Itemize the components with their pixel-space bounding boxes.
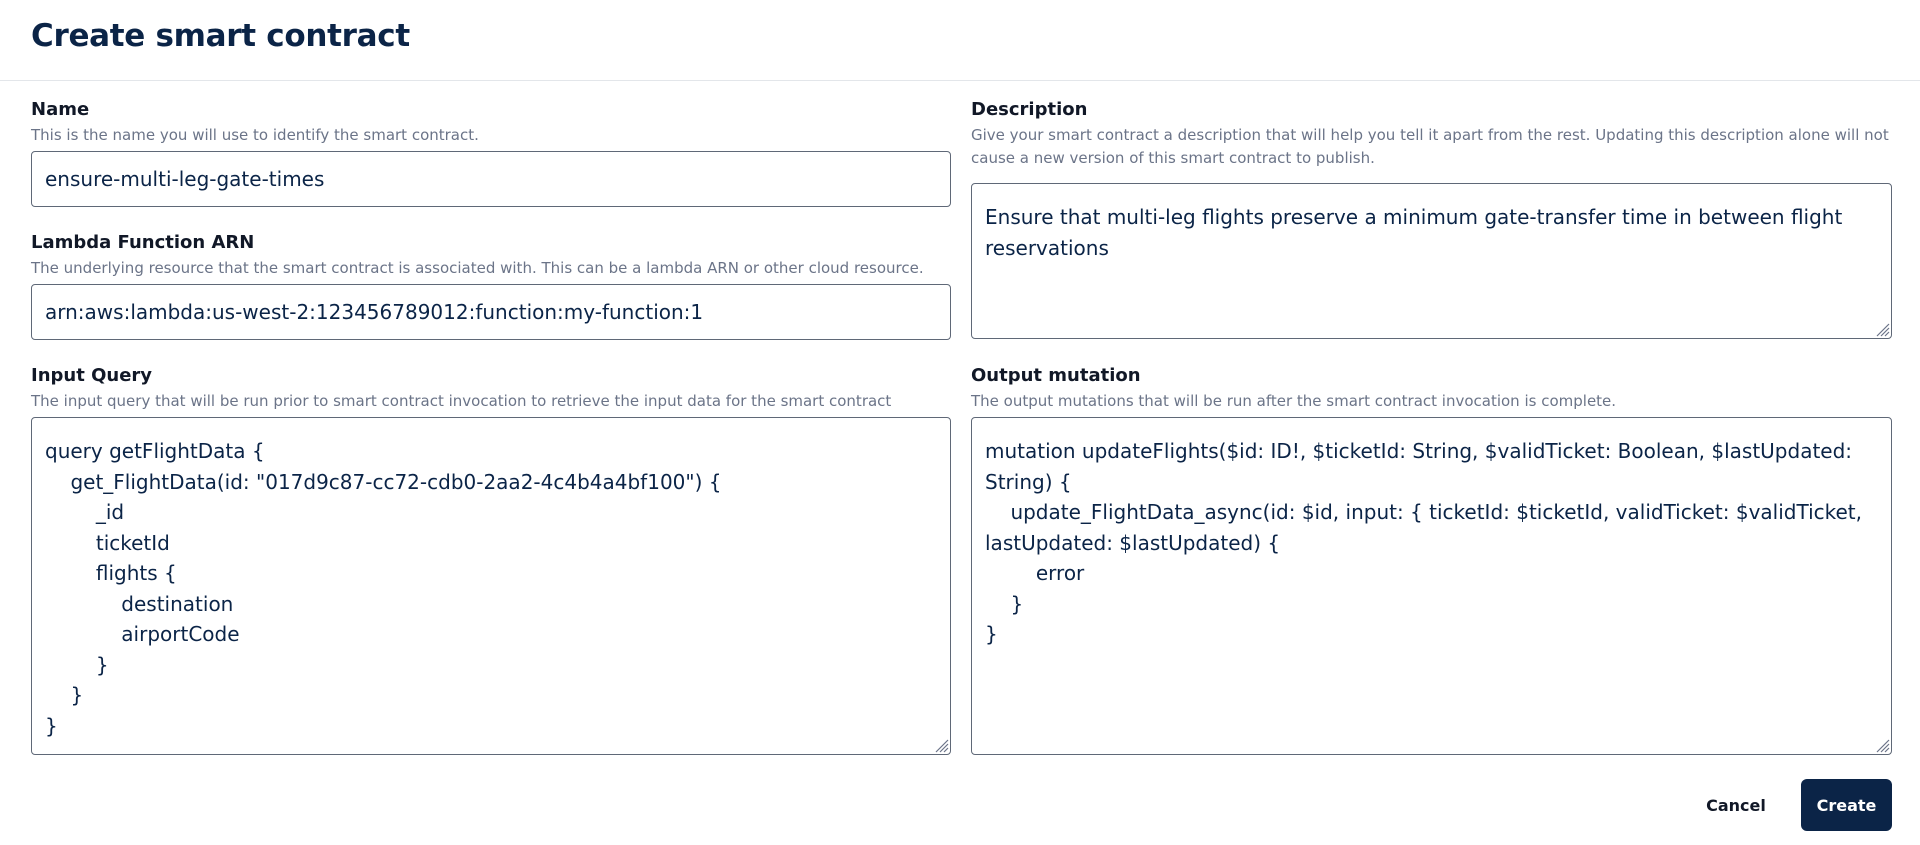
lambda-arn-field-group [31,232,951,280]
description-textarea[interactable]: Ensure that multi-leg flights preserve a minimum gate-transfer time in between flight reservations [971,183,1892,339]
lambda-arn-label: Lambda Function ARN [31,232,255,253]
page-header [0,0,1920,81]
resize-handle-icon[interactable] [1874,321,1890,337]
input-query-textarea[interactable]: query getFlightData { get_FlightData(id: "017d9c87-cc72-cdb0-2aa2-4c4b4a4bf100") { _id ticketId flights { destination airportCode } } } [31,417,951,755]
create-button[interactable]: Create [1801,779,1892,831]
name-input[interactable]: ensure-multi-leg-gate-times [31,151,951,207]
description-field-group [971,99,1891,170]
name-field-group [31,99,951,147]
name-label: Name [31,99,90,120]
lambda-arn-help-text: The underlying resource that the smart contract is associated with. This can be a lambda ARN or other cloud resource. [31,259,924,277]
input-query-wrapper [31,417,951,755]
output-mutation-textarea[interactable]: mutation updateFlights($id: ID!, $ticketId: String, $validTicket: Boolean, $lastUpdated: String) { update_FlightData_async(id: $id, input: { ticketId: $ticketId, validTicket: $validTicket, lastUpdated: $lastUpdated) { error } } [971,417,1892,755]
description-label: Description [971,99,1088,120]
resize-handle-icon[interactable] [933,737,949,753]
page-title: Create smart contract [31,18,410,54]
output-mutation-field-group [971,365,1891,413]
input-query-label: Input Query [31,365,153,386]
lambda-arn-input[interactable]: arn:aws:lambda:us-west-2:123456789012:function:my-function:1 [31,284,951,340]
description-wrapper [971,183,1892,339]
output-mutation-label: Output mutation [971,365,1141,386]
output-mutation-help-text: The output mutations that will be run after the smart contract invocation is complete. [971,392,1617,410]
cancel-button[interactable]: Cancel [1706,795,1766,815]
resize-handle-icon[interactable] [1874,737,1890,753]
description-help-text: Give your smart contract a description that will help you tell it apart from the rest. Updating this description alone will not cause a new version of this smart contract to publish. [971,126,1889,167]
input-query-help-text: The input query that will be run prior to smart contract invocation to retrieve the input data for the smart contract [31,392,892,410]
output-mutation-wrapper [971,417,1892,755]
name-help-text: This is the name you will use to identify the smart contract. [31,126,479,144]
